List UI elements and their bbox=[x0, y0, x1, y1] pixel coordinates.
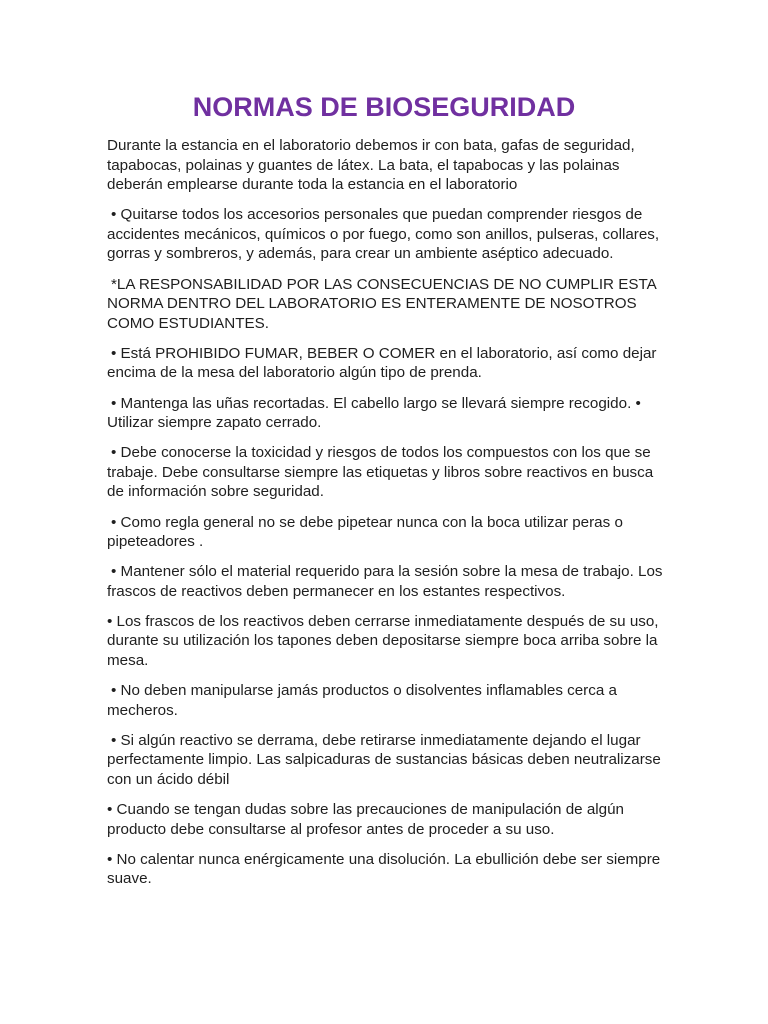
rule-flammables bbox=[107, 681, 707, 720]
paragraph-line: • Quitarse todos los accesorios personales que puedan comprender riesgos de bbox=[111, 206, 643, 224]
paragraph-line: frascos de reactivos deben permanecer en los estantes respectivos. bbox=[107, 582, 566, 600]
rule-reagent-bottles bbox=[107, 612, 707, 671]
document-body bbox=[107, 136, 707, 900]
paragraph-line: • Debe conocerse la toxicidad y riesgos de todos los compuestos con los que se bbox=[111, 444, 651, 462]
paragraph-line: gorras y sombreros, y además, para crear un ambiente aséptico adecuado. bbox=[107, 245, 614, 263]
paragraph-line: NORMA DENTRO DEL LABORATORIO ES ENTERAMENTE DE NOSOTROS bbox=[107, 295, 637, 313]
paragraph-line: tapabocas, polainas y guantes de látex. La bata, el tapabocas y las polainas bbox=[107, 156, 620, 174]
paragraph-line: Utilizar siempre zapato cerrado. bbox=[107, 414, 322, 432]
paragraph-line: deberán emplearse durante toda la estancia en el laboratorio bbox=[107, 176, 518, 194]
paragraph-line: trabaje. Debe consultarse siempre las etiquetas y libros sobre reactivos en busca bbox=[107, 463, 654, 481]
paragraph-line: • Los frascos de los reactivos deben cerrarse inmediatamente después de su uso, bbox=[107, 612, 659, 630]
rule-toxicity bbox=[107, 443, 707, 502]
paragraph-line: • No deben manipularse jamás productos o disolventes inflamables cerca a bbox=[111, 682, 617, 700]
paragraph-line: • Mantenga las uñas recortadas. El cabello largo se llevará siempre recogido. • bbox=[111, 394, 641, 412]
paragraph-line: • Si algún reactivo se derrama, debe retirarse inmediatamente dejando el lugar bbox=[111, 731, 641, 749]
paragraph-line: • Como regla general no se debe pipetear nunca con la boca utilizar peras o bbox=[111, 513, 623, 531]
paragraph-line: pipeteadores . bbox=[107, 533, 204, 551]
document-title: NORMAS DE BIOSEGURIDAD bbox=[192, 92, 576, 122]
paragraph-line: suave. bbox=[107, 870, 152, 888]
paragraph-line: accidentes mecánicos, químicos o por fuego, como son anillos, pulseras, collares, bbox=[107, 225, 660, 243]
paragraph-line: Durante la estancia en el laboratorio debemos ir con bata, gafas de seguridad, bbox=[107, 137, 635, 154]
paragraph-line: mecheros. bbox=[107, 701, 178, 719]
paragraph-line: *LA RESPONSABILIDAD POR LAS CONSECUENCIAS DE NO CUMPLIR ESTA bbox=[111, 275, 657, 293]
paragraph-line: • Cuando se tengan dudas sobre las precauciones de manipulación de algún bbox=[107, 801, 624, 819]
rule-no-smoking-eating bbox=[107, 344, 707, 383]
paragraph-line: • Está PROHIBIDO FUMAR, BEBER O COMER en el laboratorio, así como dejar bbox=[111, 344, 657, 362]
responsibility-note bbox=[107, 275, 707, 334]
rule-accessories bbox=[107, 205, 707, 264]
paragraph-line: producto debe consultarse al profesor antes de proceder a su uso. bbox=[107, 820, 555, 838]
paragraph-line: • No calentar nunca enérgicamente una disolución. La ebullición debe ser siempre bbox=[107, 850, 661, 868]
paragraph-line: perfectamente limpio. Las salpicaduras de sustancias básicas deben neutralizarse bbox=[107, 751, 661, 769]
rule-spills bbox=[107, 731, 707, 790]
paragraph-line: durante su utilización los tapones deben depositarse siempre boca arriba sobre la bbox=[107, 632, 658, 650]
paragraph-line: COMO ESTUDIANTES. bbox=[107, 314, 270, 332]
paragraph-line: • Mantener sólo el material requerido para la sesión sobre la mesa de trabajo. Los bbox=[111, 563, 663, 581]
rule-ask-professor bbox=[107, 800, 707, 839]
rule-heating bbox=[107, 850, 707, 889]
paragraph-line: mesa. bbox=[107, 652, 149, 670]
paragraph-intro bbox=[107, 136, 707, 195]
paragraph-line: de información sobre seguridad. bbox=[107, 483, 324, 501]
rule-nails-hair-shoes bbox=[107, 394, 707, 433]
paragraph-line: con un ácido débil bbox=[107, 771, 230, 789]
paragraph-line: encima de la mesa del laboratorio algún tipo de prenda. bbox=[107, 364, 482, 382]
rule-bench-material bbox=[107, 562, 707, 601]
rule-pipetting bbox=[107, 513, 707, 552]
